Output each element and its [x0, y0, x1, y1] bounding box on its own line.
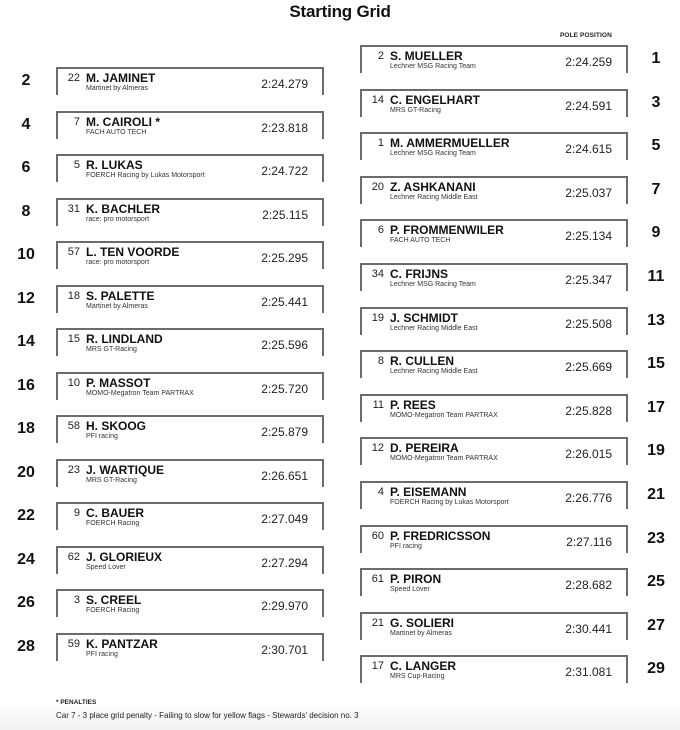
grid-position: 4 [21, 116, 31, 133]
grid-position: 17 [647, 399, 665, 416]
driver-name: Z. ASHKANANI [390, 180, 476, 194]
grid-slot [56, 285, 322, 315]
grid-position: 11 [647, 268, 665, 285]
grid-position: 1 [651, 50, 661, 67]
car-number: 62 [67, 551, 80, 563]
team-name: Martinet by Almeras [86, 303, 148, 310]
driver-name: M. CAIROLI * [86, 115, 160, 129]
driver-name: R. CULLEN [390, 354, 454, 368]
driver-name: P. MASSOT [86, 376, 151, 390]
team-name: PFI racing [86, 433, 118, 440]
grid-slot [56, 459, 322, 489]
team-name: Martinet by Almeras [86, 85, 148, 92]
team-name: MRS GT-Racing [86, 477, 137, 484]
grid-slot [360, 45, 626, 75]
driver-name: C. ENGELHART [390, 93, 480, 107]
driver-name: P. FROMMENWILER [390, 223, 504, 237]
driver-name: L. TEN VOORDE [86, 245, 180, 259]
lap-time: 2:29.970 [261, 599, 308, 613]
lap-time: 2:24.591 [565, 99, 612, 113]
driver-name: G. SOLIERI [390, 616, 455, 630]
grid-slot [56, 372, 322, 402]
grid-position: 18 [17, 420, 35, 437]
lap-time: 2:27.294 [261, 556, 308, 570]
grid-position: 12 [17, 290, 35, 307]
driver-name: K. BACHLER [86, 202, 160, 216]
lap-time: 2:25.508 [565, 317, 612, 331]
grid-position: 2 [21, 72, 31, 89]
team-name: MRS GT-Racing [86, 346, 137, 353]
grid-slot [360, 176, 626, 206]
lap-time: 2:25.596 [261, 338, 308, 352]
grid-position: 22 [17, 507, 35, 524]
grid-slot [56, 67, 322, 97]
grid-slot [360, 612, 626, 642]
team-name: Lechner Racing Middle East [390, 194, 478, 201]
lap-time: 2:30.441 [565, 622, 612, 636]
driver-name: D. PEREIRA [390, 441, 459, 455]
grid-slot [360, 568, 626, 598]
grid-slot [56, 589, 322, 619]
grid-slot [360, 437, 626, 467]
lap-time: 2:25.879 [261, 425, 308, 439]
team-name: MOMO-Megatron Team PARTRAX [390, 455, 498, 462]
driver-name: S. MUELLER [390, 49, 463, 63]
grid-position: 3 [651, 94, 661, 111]
driver-name: C. FRIJNS [390, 267, 449, 281]
driver-name: J. SCHMIDT [390, 311, 459, 325]
car-number: 14 [371, 94, 384, 106]
car-number: 19 [371, 312, 384, 324]
team-name: race: pro motorsport [86, 259, 150, 266]
grid-slot [360, 263, 626, 293]
lap-time: 2:25.295 [261, 251, 308, 265]
lap-time: 2:31.081 [565, 665, 612, 679]
grid-slot [360, 89, 626, 119]
car-number: 57 [67, 246, 80, 258]
grid-slot [360, 219, 626, 249]
grid-slot [56, 154, 322, 184]
car-number: 23 [67, 464, 80, 476]
lap-time: 2:26.651 [261, 469, 308, 483]
car-number: 11 [372, 399, 384, 411]
grid-position: 16 [17, 377, 35, 394]
lap-time: 2:23.818 [261, 121, 308, 135]
grid-slot [56, 415, 322, 445]
car-number: 6 [377, 224, 384, 236]
driver-name: P. FREDRICSSON [390, 529, 491, 543]
lap-time: 2:25.828 [565, 404, 612, 418]
driver-name: P. PIRON [390, 572, 442, 586]
grid-slot [56, 502, 322, 532]
lap-time: 2:27.049 [261, 512, 308, 526]
team-name: PFI racing [86, 651, 118, 658]
team-name: MOMO-Megatron Team PARTRAX [86, 390, 194, 397]
pole-position-label: POLE POSITION [560, 32, 612, 39]
lap-time: 2:27.116 [566, 535, 612, 549]
lap-time: 2:28.682 [565, 578, 612, 592]
car-number: 59 [67, 638, 80, 650]
team-name: MRS GT-Racing [390, 107, 441, 114]
car-number: 9 [73, 507, 80, 519]
lap-time: 2:25.347 [565, 273, 612, 287]
lap-time: 2:24.722 [261, 164, 308, 178]
grid-slot [360, 525, 626, 555]
driver-name: C. LANGER [390, 659, 456, 673]
lap-time: 2:25.134 [565, 229, 612, 243]
grid-position: 20 [17, 464, 35, 481]
car-number: 15 [67, 333, 80, 345]
team-name: MRS Cup-Racing [390, 673, 445, 680]
grid-position: 15 [647, 355, 665, 372]
penalties-text: Car 7 - 3 place grid penalty - Failing to slow for yellow flags - Stewards' decision no. 3 [56, 711, 359, 720]
team-name: FOERCH Racing by Lukas Motorsport [390, 499, 509, 506]
car-number: 17 [371, 660, 384, 672]
car-number: 7 [73, 116, 80, 128]
driver-name: R. LINDLAND [86, 332, 163, 346]
lap-time: 2:24.259 [565, 55, 612, 69]
grid-slot [360, 655, 626, 685]
lap-time: 2:26.776 [565, 491, 612, 505]
team-name: Martinet by Almeras [390, 630, 452, 637]
team-name: Speed Lover [390, 586, 430, 593]
grid-position: 8 [21, 203, 31, 220]
car-number: 12 [371, 442, 384, 454]
car-number: 34 [371, 268, 384, 280]
car-number: 20 [371, 181, 384, 193]
car-number: 8 [377, 355, 384, 367]
grid-position: 13 [647, 312, 665, 329]
driver-name: C. BAUER [86, 506, 145, 520]
driver-name: J. GLORIEUX [86, 550, 163, 564]
grid-position: 21 [647, 486, 665, 503]
grid-position: 10 [17, 246, 35, 263]
lap-time: 2:30.701 [261, 643, 308, 657]
lap-time: 2:25.115 [262, 208, 308, 222]
car-number: 21 [371, 617, 384, 629]
driver-name: M. AMMERMUELLER [390, 136, 510, 150]
grid-position: 5 [651, 137, 661, 154]
grid-position: 28 [17, 638, 35, 655]
grid-position: 6 [21, 159, 31, 176]
lap-time: 2:24.615 [565, 142, 612, 156]
driver-name: P. REES [390, 398, 436, 412]
car-number: 2 [377, 50, 384, 62]
driver-name: H. SKOOG [86, 419, 147, 433]
grid-position: 27 [647, 617, 665, 634]
driver-name: P. EISEMANN [390, 485, 467, 499]
driver-name: M. JAMINET [86, 71, 156, 85]
grid-slot [360, 350, 626, 380]
car-number: 18 [67, 290, 80, 302]
car-number: 1 [377, 137, 384, 149]
driver-name: S. CREEL [86, 593, 142, 607]
team-name: Lechner MSG Racing Team [390, 63, 476, 70]
lap-time: 2:25.669 [565, 360, 612, 374]
grid-slot [56, 241, 322, 271]
lap-time: 2:24.279 [261, 77, 308, 91]
grid-slot [360, 394, 626, 424]
car-number: 31 [67, 203, 80, 215]
team-name: PFI racing [390, 543, 422, 550]
driver-name: R. LUKAS [86, 158, 143, 172]
grid-slot [360, 307, 626, 337]
grid-position: 14 [17, 333, 35, 350]
page-title: Starting Grid [289, 2, 391, 21]
car-number: 58 [67, 420, 80, 432]
car-number: 3 [73, 594, 80, 606]
grid-slot [56, 633, 322, 663]
team-name: FACH AUTO TECH [390, 237, 451, 244]
team-name: FOERCH Racing [86, 520, 140, 527]
grid-position: 23 [647, 530, 665, 547]
driver-name: J. WARTIQUE [86, 463, 165, 477]
team-name: Speed Lover [86, 564, 126, 571]
grid-slot [56, 328, 322, 358]
team-name: Lechner MSG Racing Team [390, 150, 476, 157]
grid-position: 9 [651, 224, 661, 241]
car-number: 22 [67, 72, 80, 84]
driver-name: K. PANTZAR [86, 637, 158, 651]
lap-time: 2:25.037 [565, 186, 612, 200]
team-name: MOMO-Megatron Team PARTRAX [390, 412, 498, 419]
car-number: 5 [73, 159, 80, 171]
car-number: 60 [371, 530, 384, 542]
lap-time: 2:26.015 [565, 447, 612, 461]
team-name: race: pro motorsport [86, 216, 150, 223]
team-name: Lechner Racing Middle East [390, 368, 478, 375]
grid-position: 7 [651, 181, 661, 198]
car-number: 4 [377, 486, 384, 498]
grid-slot [56, 111, 322, 141]
team-name: Lechner Racing Middle East [390, 325, 478, 332]
penalties-heading: * PENALTIES [56, 699, 97, 706]
car-number: 61 [371, 573, 384, 585]
lap-time: 2:25.441 [261, 295, 308, 309]
grid-position: 24 [17, 551, 35, 568]
driver-name: S. PALETTE [86, 289, 155, 303]
grid-slot [360, 132, 626, 162]
grid-position: 25 [647, 573, 665, 590]
grid-slot [56, 546, 322, 576]
grid-position: 29 [647, 660, 665, 677]
grid-slot [56, 198, 322, 228]
team-name: FOERCH Racing [86, 607, 140, 614]
team-name: Lechner MSG Racing Team [390, 281, 476, 288]
team-name: FOERCH Racing by Lukas Motorsport [86, 172, 205, 179]
grid-slot [360, 481, 626, 511]
lap-time: 2:25.720 [261, 382, 308, 396]
grid-position: 26 [17, 594, 35, 611]
team-name: FACH AUTO TECH [86, 129, 147, 136]
car-number: 10 [67, 377, 80, 389]
grid-position: 19 [647, 442, 665, 459]
